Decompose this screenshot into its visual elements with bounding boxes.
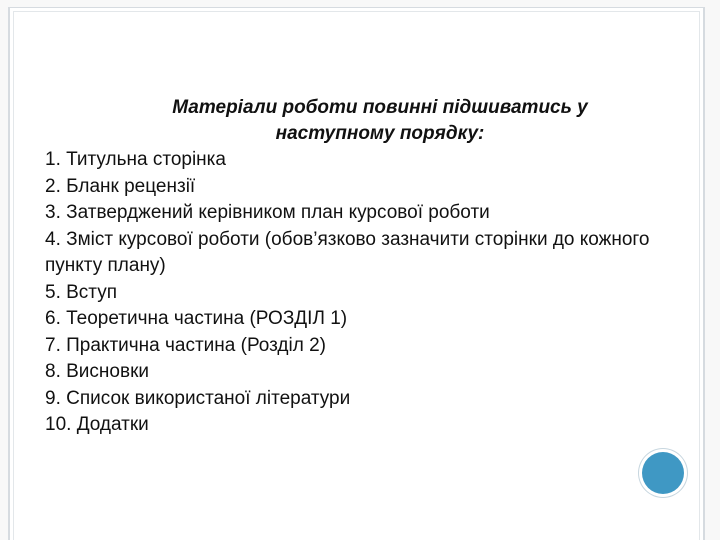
decorative-circle-icon	[642, 452, 684, 494]
heading-line-2: наступному порядку:	[275, 123, 485, 144]
list-item: 3. Затверджений керівником план курсової роботи	[45, 202, 490, 223]
list-item: 1. Титульна сторінка	[45, 149, 226, 170]
list-item: 10. Додатки	[45, 414, 149, 435]
list-item: 4. Зміст курсової роботи (обов’язково зазначити сторінки до кожного пункту плану)	[45, 228, 650, 276]
list-item: 2. Бланк рецензії	[45, 175, 196, 197]
list-item: 5. Вступ	[45, 281, 118, 303]
slide-heading	[100, 95, 660, 147]
heading-line-1: Матеріали роботи повинні підшиватись у	[172, 97, 588, 118]
list-item: 8. Висновки	[45, 361, 149, 382]
list-item: 9. Список використаної літератури	[45, 387, 351, 409]
list-item: 7. Практична частина (Розділ 2)	[45, 334, 326, 356]
list-item: 6. Теоретична частина (РОЗДІЛ 1)	[45, 308, 348, 329]
materials-order-list	[45, 147, 685, 439]
